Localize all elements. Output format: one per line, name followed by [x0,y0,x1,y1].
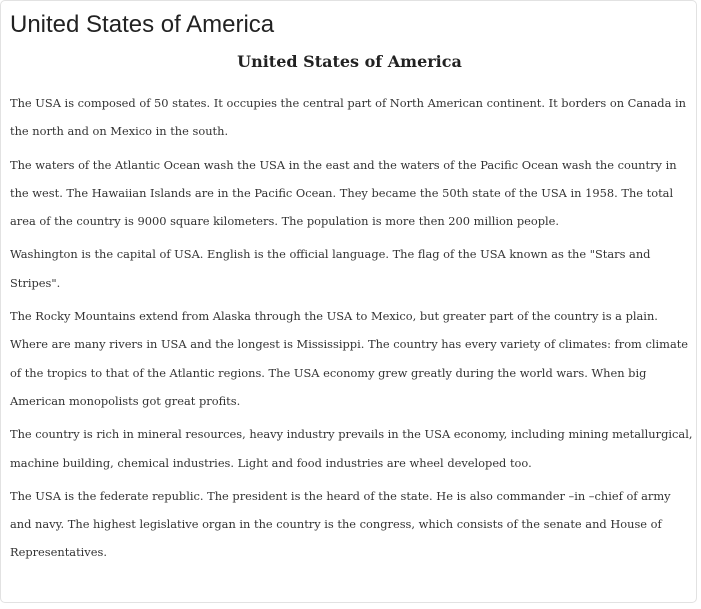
paragraph-geography: The waters of the Atlantic Ocean wash the USA in the east and the waters of the Pacific Ocean wash the country in the west. The Hawaiian Islands are in the Pacific Ocean. They became the 50th state of the USA in 1958. The total area of the country is 9000 square kilometers. The population is more then 200 million people. [10,157,677,229]
paragraph-government: The USA is the federate republic. The president is the heard of the state. He is also commander –in –chief of army and navy. The highest legislative organ in the country is the congress, which consists of the senate and House of Representatives. [10,488,671,560]
paragraph-overview: The USA is composed of 50 states. It occupies the central part of North American continent. It borders on Canada in the north and on Mexico in the south. [10,96,686,139]
page-title: United States of America [10,11,275,38]
paragraph-economy: The country is rich in mineral resources, heavy industry prevails in the USA economy, including mining metallurgical, machine building, chemical industries. Light and food industries are wheel developed too. [10,427,693,470]
paragraph-capital: Washington is the capital of USA. English is the official language. The flag of the USA known as the "Stars and Stripes". [10,247,651,290]
article-body [10,89,694,572]
paragraph-landscape: The Rocky Mountains extend from Alaska through the USA to Mexico, but greater part of the country is a plain. Where are many rivers in USA and the longest is Mississippi. The country has every variety of climates: from climate of the tropics to that of the Atlantic regions. The USA economy grew greatly during the world wars. When big American monopolists got great profits. [10,309,689,408]
article-heading: United States of America [237,52,462,71]
